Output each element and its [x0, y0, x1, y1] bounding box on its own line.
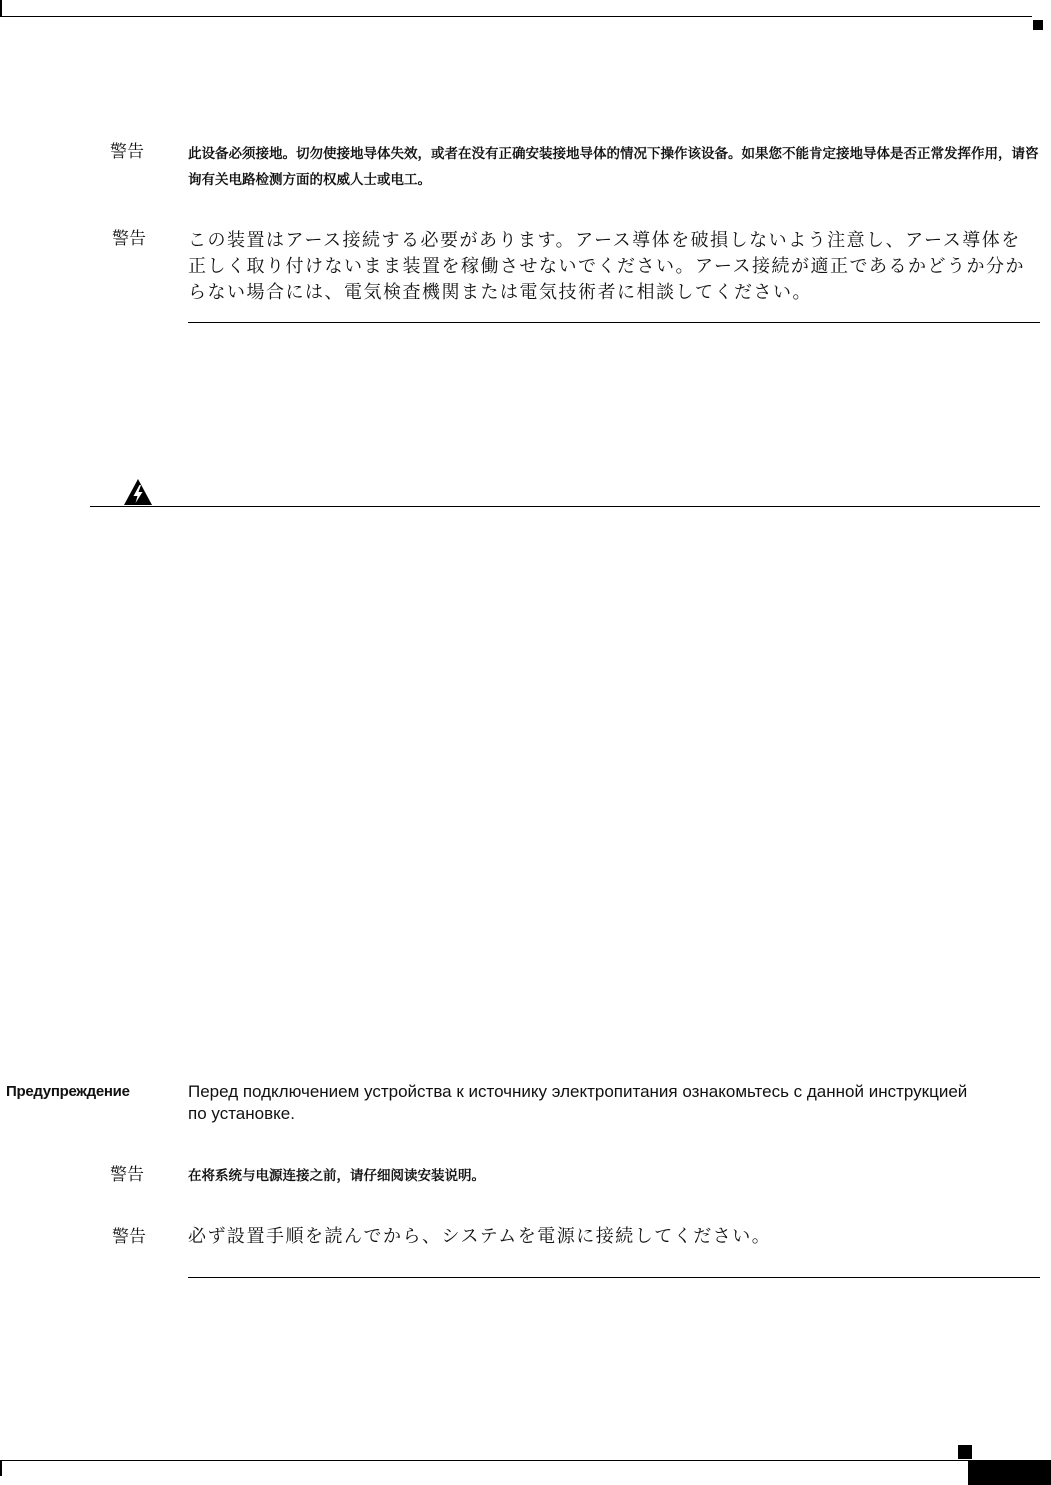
page-number-block: [968, 1460, 1051, 1485]
warning-triangle-icon: [123, 478, 153, 506]
footer-rule: [0, 1460, 1051, 1461]
warning-rule: [90, 506, 1040, 507]
warning-text-ja-2: 必ず設置手順を読んでから、システムを電源に接続してください。: [188, 1226, 772, 1247]
header-rule: [0, 16, 1032, 17]
warning-label-ja-2: 警告: [112, 1227, 146, 1247]
warning-label-ru: Предупреждение: [6, 1083, 130, 1100]
footer-left-tick: [0, 1460, 2, 1476]
warning-label-ja: 警告: [112, 229, 146, 249]
warning-text-zh: 此设备必须接地。切勿使接地导体失效，或者在没有正确安装接地导体的情况下操作该设备。如果您不能肯定接地导体是否正常发挥作用，请咨询有关电路检测方面的权威人士或电工。: [188, 146, 1039, 188]
warning-text-zh-2: 在将系统与电源连接之前，请仔细阅读安装说明。: [188, 1168, 485, 1184]
footer-square: [958, 1445, 972, 1459]
warning-text-ja: この装置はアース接続する必要があります。アース導体を破損しないよう注意し、アース導体を正しく取り付けないまま装置を稼働させないでください。アース接続が適正であるかどうか分からない場合には、電気検査機関または電気技術者に相談してください。: [188, 230, 1026, 303]
warning-label-zh-2: 警告: [110, 1165, 144, 1185]
header-corner-square: [1033, 20, 1043, 30]
section-divider-2: [188, 1277, 1040, 1278]
warning-text-ru: Перед подключением устройства к источнику электропитания ознакомьтесь с данной инструкцией по установке.: [188, 1082, 968, 1123]
header-left-tick: [0, 0, 2, 17]
section-divider: [188, 322, 1040, 323]
warning-label-zh: 警告: [110, 142, 144, 162]
